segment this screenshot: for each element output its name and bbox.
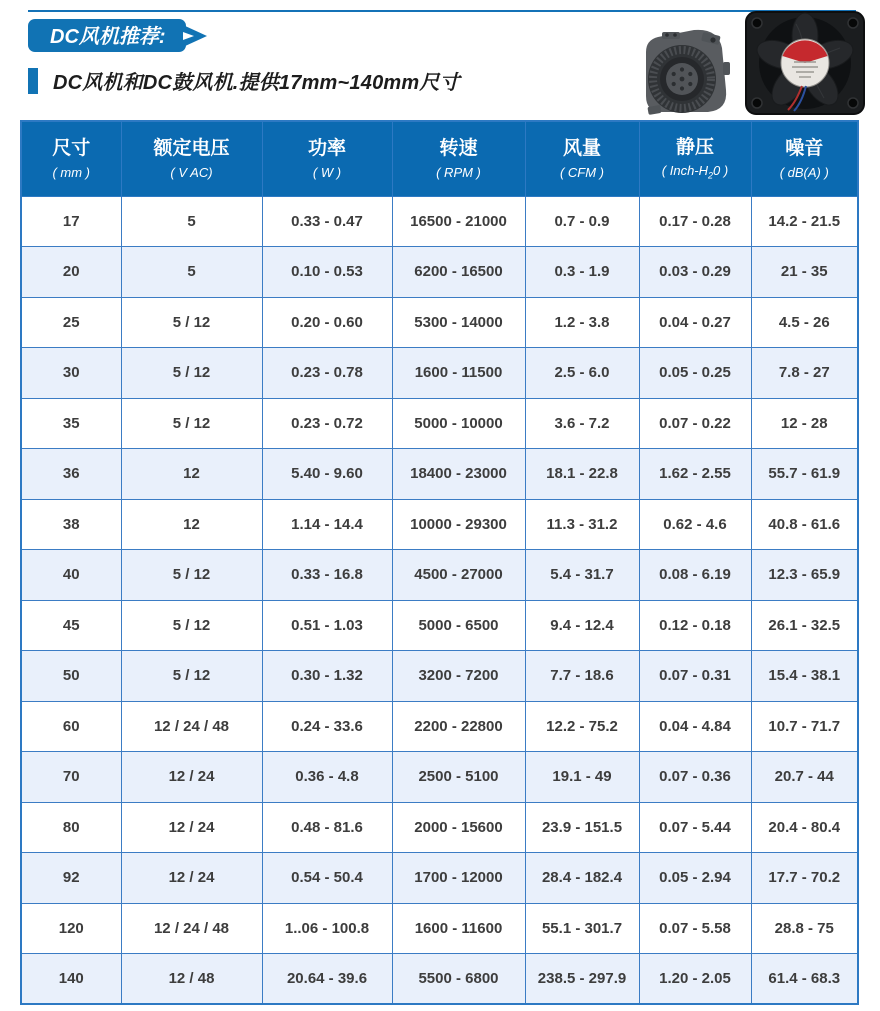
col-header-unit: ( RPM ) [436,164,481,180]
axial-fan-photo [744,10,866,116]
table-cell: 238.5 - 297.9 [525,954,639,1005]
table-cell: 80 [21,802,121,853]
table-cell: 4.5 - 26 [751,297,858,348]
table-cell: 0.05 - 0.25 [639,348,751,399]
table-cell: 12.3 - 65.9 [751,550,858,601]
table-cell: 26.1 - 32.5 [751,600,858,651]
table-row [21,297,858,348]
table-row [21,499,858,550]
table-cell: 0.62 - 4.6 [639,499,751,550]
col-header-unit: ( Inch-$H_20$ ) [661,163,729,181]
table-row [21,348,858,399]
table-cell: 21 - 35 [751,247,858,298]
table-cell: 1.2 - 3.8 [525,297,639,348]
table-cell: 0.3 - 1.9 [525,247,639,298]
col-header-unit: ( dB(A) ) [779,164,829,180]
col-header-label: 噪音 [785,137,824,159]
table-cell: 92 [21,853,121,904]
col-header-unit: ( V AC) [170,164,213,180]
col-header-airflow [525,121,639,196]
table-cell: 17 [21,196,121,247]
subtitle-text: DC风机和DC鼓风机.提供17mm~140mm尺寸 [53,72,460,94]
table-cell: 0.48 - 81.6 [262,802,392,853]
subtitle-bullet [28,68,38,94]
table-row [21,701,858,752]
table-cell: 12 / 24 [121,853,262,904]
table-row [21,802,858,853]
col-header-unit: ( W ) [312,164,342,180]
table-cell: 12 / 48 [121,954,262,1005]
table-row [21,651,858,702]
table-cell: 5 [121,196,262,247]
table-cell: 14.2 - 21.5 [751,196,858,247]
table-cell: 12 [121,499,262,550]
table-cell: 3.6 - 7.2 [525,398,639,449]
table-row [21,903,858,954]
section-badge-label: DC风机推荐: [50,26,166,48]
table-cell: 0.10 - 0.53 [262,247,392,298]
table-cell: 0.30 - 1.32 [262,651,392,702]
col-header-voltage [121,121,262,196]
table-cell: 12 / 24 / 48 [121,701,262,752]
table-cell: 45 [21,600,121,651]
table-cell: 0.17 - 0.28 [639,196,751,247]
table-cell: 5 / 12 [121,348,262,399]
table-cell: 0.23 - 0.78 [262,348,392,399]
table-cell: 5000 - 6500 [392,600,525,651]
table-cell: 5 [121,247,262,298]
col-header-label: 尺寸 [52,137,91,159]
table-cell: 25 [21,297,121,348]
col-header-label: 静压 [675,136,714,158]
table-cell: 0.04 - 0.27 [639,297,751,348]
table-cell: 5500 - 6800 [392,954,525,1005]
spec-table [20,120,859,1005]
col-header-unit: ( mm ) [52,164,91,180]
table-cell: 0.07 - 0.36 [639,752,751,803]
table-cell: 0.36 - 4.8 [262,752,392,803]
table-cell: 0.04 - 4.84 [639,701,751,752]
table-cell: 12 - 28 [751,398,858,449]
table-row [21,449,858,500]
table-cell: 40 [21,550,121,601]
table-cell: 0.20 - 0.60 [262,297,392,348]
table-cell: 9.4 - 12.4 [525,600,639,651]
table-row [21,247,858,298]
table-cell: 7.7 - 18.6 [525,651,639,702]
table-cell: 20.64 - 39.6 [262,954,392,1005]
product-photos [636,10,866,116]
table-cell: 2200 - 22800 [392,701,525,752]
table-cell: 0.24 - 33.6 [262,701,392,752]
table-row [21,398,858,449]
col-header-static-pressure [639,121,751,196]
table-cell: 20.4 - 80.4 [751,802,858,853]
table-cell: 4500 - 27000 [392,550,525,601]
col-header-power [262,121,392,196]
table-cell: 5 / 12 [121,297,262,348]
table-cell: 70 [21,752,121,803]
table-cell: 11.3 - 31.2 [525,499,639,550]
table-cell: 20.7 - 44 [751,752,858,803]
table-cell: 0.12 - 0.18 [639,600,751,651]
table-cell: 1..06 - 100.8 [262,903,392,954]
table-cell: 23.9 - 151.5 [525,802,639,853]
col-header-noise [751,121,858,196]
section-badge [28,19,186,52]
table-cell: 19.1 - 49 [525,752,639,803]
table-cell: 17.7 - 70.2 [751,853,858,904]
table-header-row [21,121,858,196]
table-cell: 16500 - 21000 [392,196,525,247]
table-cell: 18.1 - 22.8 [525,449,639,500]
table-cell: 0.05 - 2.94 [639,853,751,904]
table-cell: 140 [21,954,121,1005]
table-cell: 20 [21,247,121,298]
table-cell: 61.4 - 68.3 [751,954,858,1005]
table-row [21,752,858,803]
table-cell: 12 [121,449,262,500]
table-cell: 0.33 - 0.47 [262,196,392,247]
table-row [21,954,858,1005]
col-header-unit: ( CFM ) [559,164,605,180]
table-cell: 0.33 - 16.8 [262,550,392,601]
table-cell: 1.14 - 14.4 [262,499,392,550]
table-cell: 2.5 - 6.0 [525,348,639,399]
col-header-size [21,121,121,196]
table-cell: 28.8 - 75 [751,903,858,954]
table-cell: 0.51 - 1.03 [262,600,392,651]
col-header-label: 风量 [562,137,601,159]
table-cell: 12 / 24 [121,752,262,803]
table-cell: 1700 - 12000 [392,853,525,904]
table-cell: 18400 - 23000 [392,449,525,500]
table-row [21,853,858,904]
blower-fan-photo [636,24,736,116]
table-cell: 6200 - 16500 [392,247,525,298]
table-cell: 10.7 - 71.7 [751,701,858,752]
table-cell: 10000 - 29300 [392,499,525,550]
table-cell: 1600 - 11500 [392,348,525,399]
table-cell: 5.4 - 31.7 [525,550,639,601]
table-row [21,600,858,651]
table-cell: 1.20 - 2.05 [639,954,751,1005]
table-cell: 36 [21,449,121,500]
table-cell: 2000 - 15600 [392,802,525,853]
table-cell: 55.1 - 301.7 [525,903,639,954]
col-header-label: 转速 [439,137,478,159]
table-cell: 5 / 12 [121,398,262,449]
table-cell: 0.07 - 0.31 [639,651,751,702]
table-cell: 5000 - 10000 [392,398,525,449]
col-header-speed [392,121,525,196]
table-cell: 60 [21,701,121,752]
table-body [21,196,858,1004]
table-cell: 0.07 - 0.22 [639,398,751,449]
table-cell: 7.8 - 27 [751,348,858,399]
badge-arrow-icon [183,24,209,48]
table-cell: 1.62 - 2.55 [639,449,751,500]
table-cell: 0.03 - 0.29 [639,247,751,298]
table-cell: 0.08 - 6.19 [639,550,751,601]
table-cell: 38 [21,499,121,550]
table-cell: 35 [21,398,121,449]
table-cell: 120 [21,903,121,954]
table-cell: 2500 - 5100 [392,752,525,803]
table-cell: 12 / 24 [121,802,262,853]
col-header-label: 功率 [307,137,346,159]
table-cell: 5 / 12 [121,651,262,702]
table-cell: 12 / 24 / 48 [121,903,262,954]
table-cell: 1600 - 11600 [392,903,525,954]
table-cell: 5300 - 14000 [392,297,525,348]
table-cell: 3200 - 7200 [392,651,525,702]
table-cell: 30 [21,348,121,399]
table-cell: 40.8 - 61.6 [751,499,858,550]
table-cell: 5.40 - 9.60 [262,449,392,500]
table-cell: 55.7 - 61.9 [751,449,858,500]
table-cell: 0.07 - 5.44 [639,802,751,853]
table-cell: 28.4 - 182.4 [525,853,639,904]
table-cell: 0.23 - 0.72 [262,398,392,449]
table-cell: 50 [21,651,121,702]
table-row [21,550,858,601]
table-cell: 5 / 12 [121,550,262,601]
table-row [21,196,858,247]
table-cell: 0.07 - 5.58 [639,903,751,954]
table-cell: 12.2 - 75.2 [525,701,639,752]
table-cell: 0.54 - 50.4 [262,853,392,904]
table-cell: 15.4 - 38.1 [751,651,858,702]
col-header-label: 额定电压 [153,137,230,159]
table-cell: 0.7 - 0.9 [525,196,639,247]
subtitle-row [28,66,460,95]
table-cell: 5 / 12 [121,600,262,651]
